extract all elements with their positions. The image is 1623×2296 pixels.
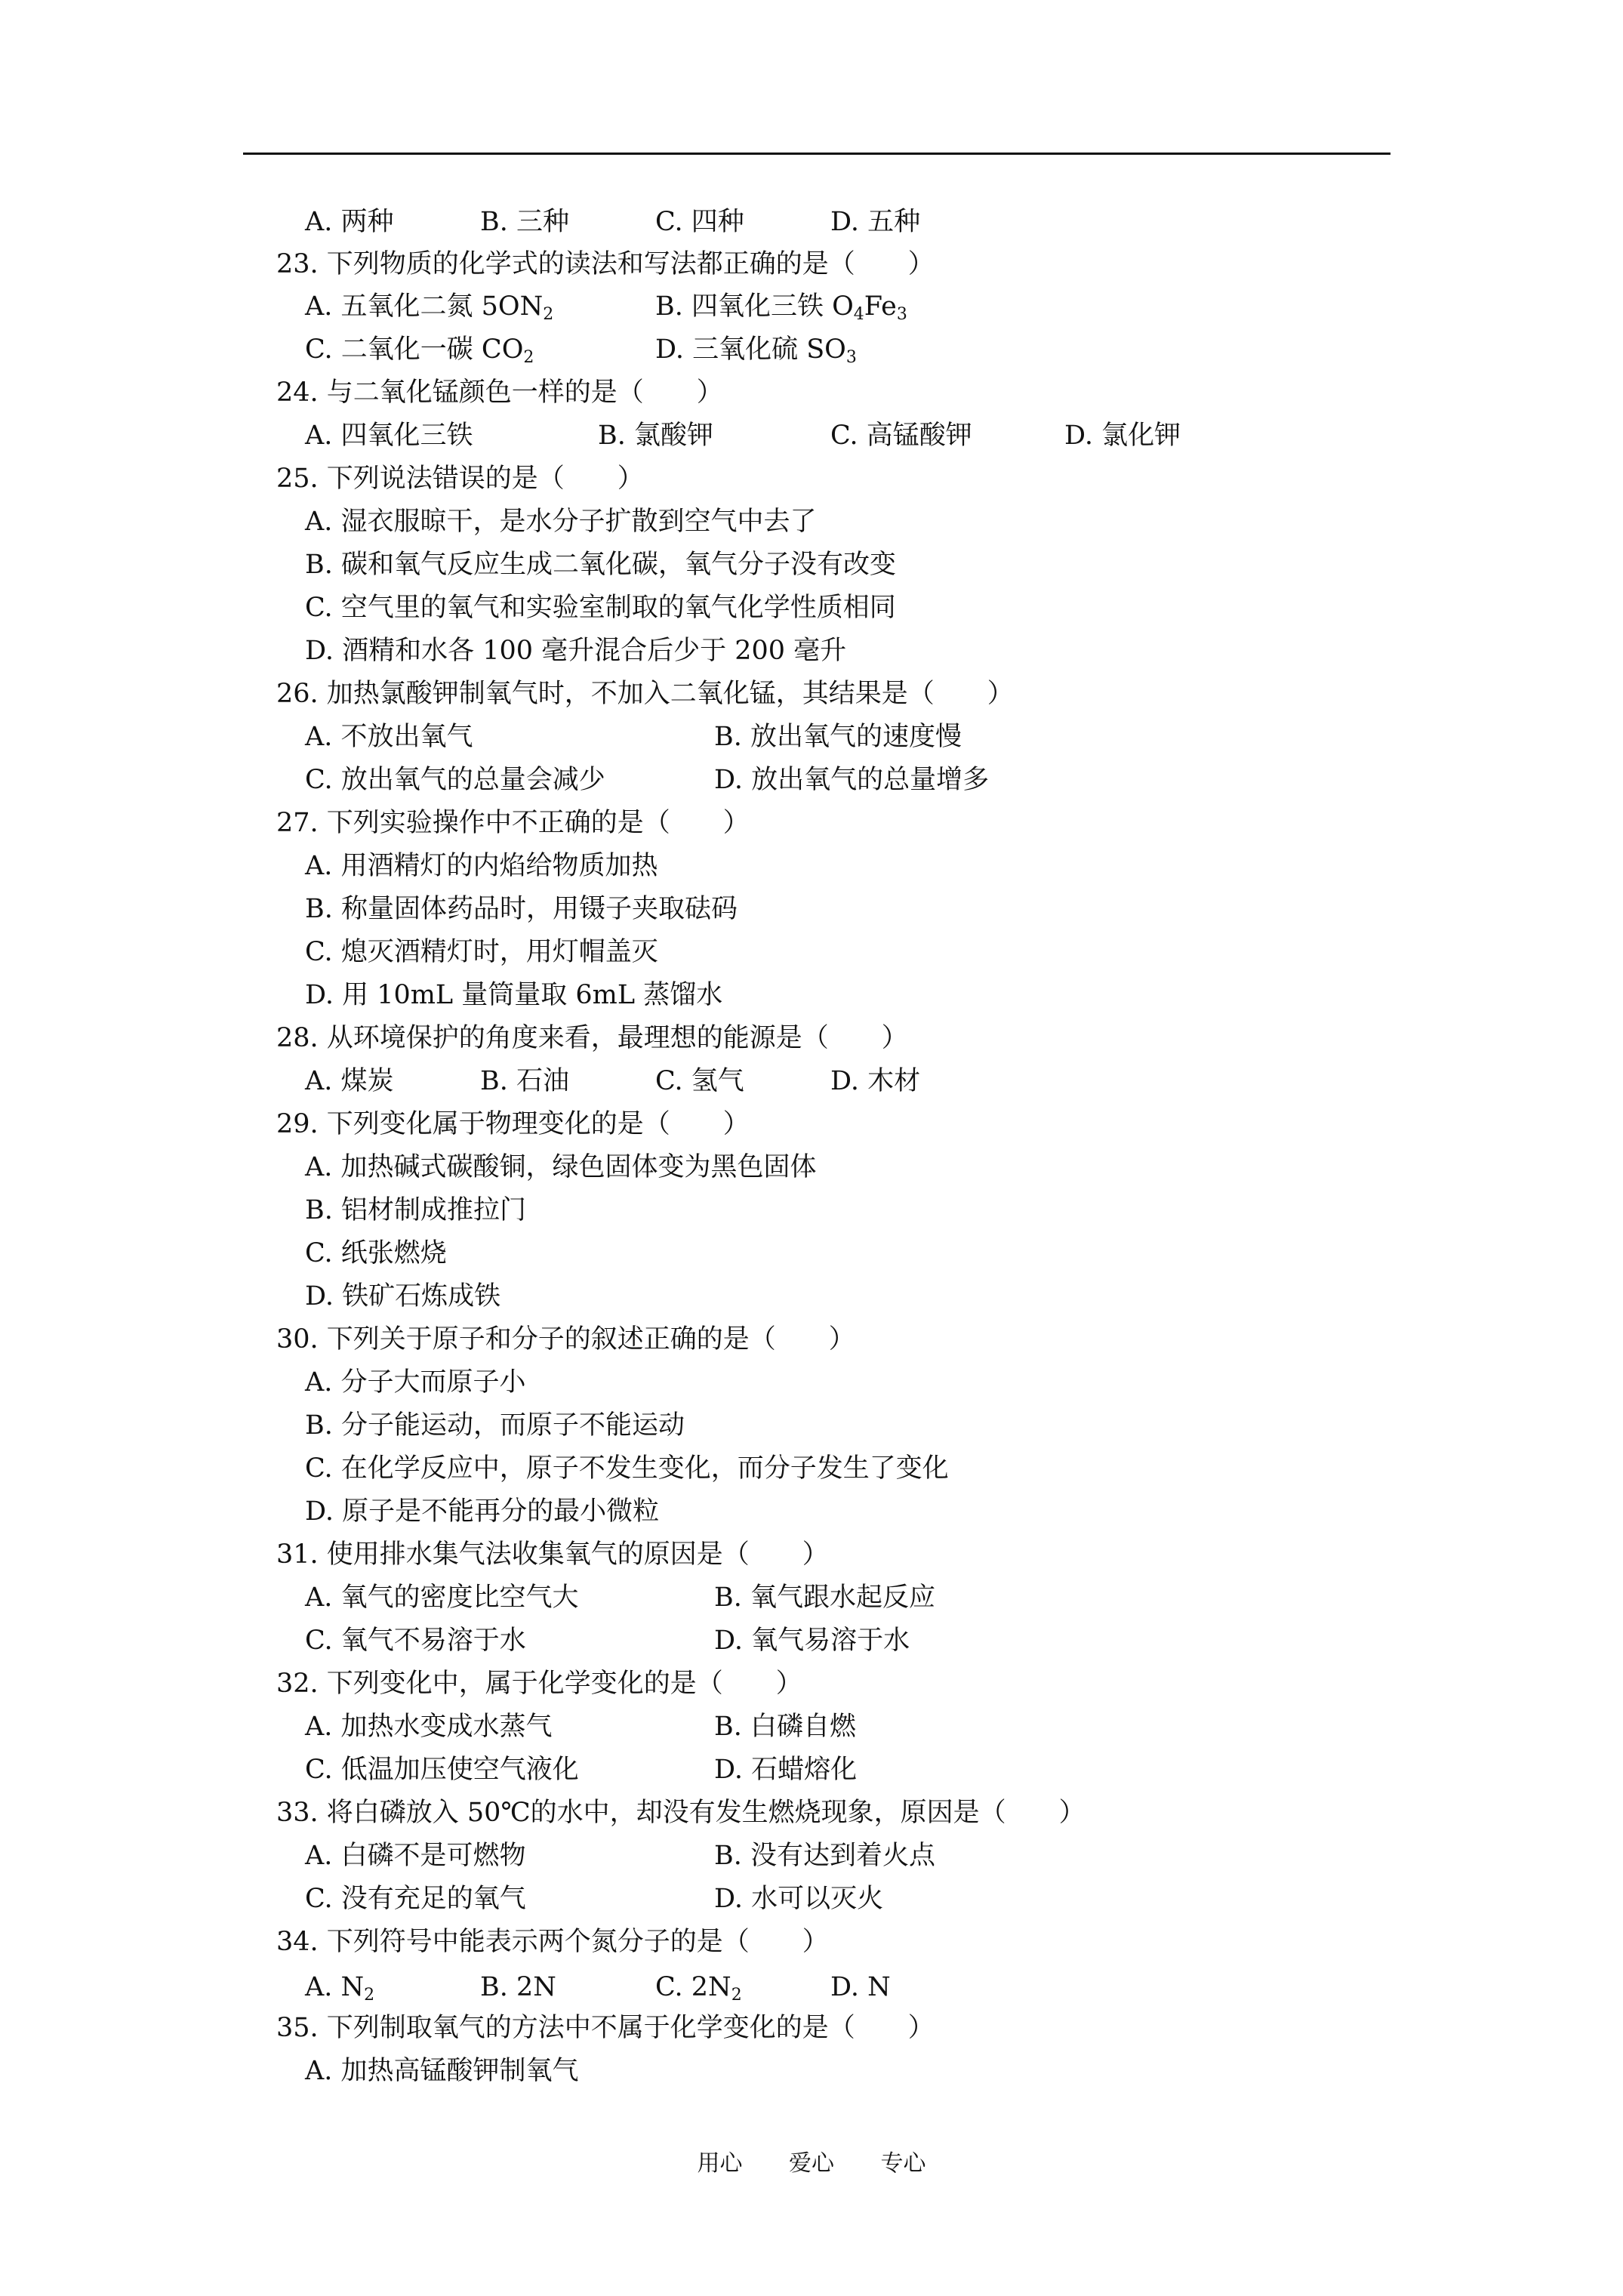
footer-word: 专心: [880, 2150, 926, 2177]
option: C. $2N_2$: [655, 1972, 742, 2005]
option: A. 四氧化三铁: [305, 421, 473, 451]
option: A. $N_2$: [305, 1972, 375, 2005]
question-stem: 23. 下列物质的化学式的读法和写法都正确的是（ ）: [276, 249, 935, 279]
option: A. 用酒精灯的内焰给物质加热: [305, 851, 658, 881]
question-stem: 25. 下列说法错误的是（ ）: [276, 464, 644, 494]
option: A. 湿衣服晾干，是水分子扩散到空气中去了: [305, 507, 817, 537]
option: B. 2N: [480, 1972, 556, 2002]
option: A. 两种: [305, 207, 394, 237]
option: C. 高锰酸钾: [830, 421, 972, 451]
option: C. 在化学反应中，原子不发生变化，而分子发生了变化: [305, 1453, 949, 1484]
option: A. 煤炭: [305, 1066, 394, 1096]
option: D. 氯化钾: [1064, 421, 1181, 451]
question-stem: 33. 将白磷放入 50℃的水中，却没有发生燃烧现象，原因是（ ）: [276, 1798, 1086, 1828]
option: B. 石油: [480, 1066, 569, 1096]
option: D. 铁矿石炼成铁: [305, 1281, 501, 1311]
option: C. 四种: [655, 207, 744, 237]
option: A. 白磷不是可燃物: [305, 1841, 526, 1871]
option: C. 低温加压使空气液化: [305, 1755, 579, 1785]
question-stem: 31. 使用排水集气法收集氧气的原因是（ ）: [276, 1539, 829, 1570]
question-stem: 34. 下列符号中能表示两个氮分子的是（ ）: [276, 1927, 829, 1957]
option: C. 没有充足的氧气: [305, 1884, 526, 1914]
option: D. 五种: [830, 207, 921, 237]
option: D. 木材: [830, 1066, 921, 1096]
option: B. 没有达到着火点: [714, 1841, 935, 1871]
option: B. 白磷自燃: [714, 1712, 856, 1742]
page-footer: [0, 2144, 1623, 2177]
header-rule: [243, 153, 1390, 155]
option: B. 四氧化三铁 $O_4Fe_3$: [655, 291, 907, 324]
option: D. 石蜡熔化: [714, 1755, 858, 1785]
option: D. 水可以灭火: [714, 1884, 884, 1914]
option: C. 氧气不易溶于水: [305, 1626, 526, 1656]
option: C. 放出氧气的总量会减少: [305, 765, 605, 795]
option: B. 氯酸钾: [598, 421, 713, 451]
option: D. 原子是不能再分的最小微粒: [305, 1496, 660, 1527]
option: B. 放出氧气的速度慢: [714, 722, 962, 752]
option: A. 五氧化二氮 $5ON_2$: [305, 291, 554, 324]
question-stem: 35. 下列制取氧气的方法中不属于化学变化的是（ ）: [276, 2013, 935, 2043]
option: B. 分子能运动，而原子不能运动: [305, 1410, 685, 1441]
question-stem: 26. 加热氯酸钾制氧气时，不加入二氧化锰，其结果是（ ）: [276, 679, 1014, 709]
question-stem: 24. 与二氧化锰颜色一样的是（ ）: [276, 378, 723, 408]
option: D. 用 10mL 量筒量取 6mL 蒸馏水: [305, 980, 723, 1010]
option: C. 空气里的氧气和实验室制取的氧气化学性质相同: [305, 593, 896, 623]
option: D. N: [830, 1972, 891, 2002]
option: D. 氧气易溶于水: [714, 1626, 910, 1656]
option: C. 氢气: [655, 1066, 744, 1096]
option: B. 氧气跟水起反应: [714, 1583, 935, 1613]
footer-word: 用心: [697, 2150, 743, 2177]
option: A. 加热碱式碳酸铜，绿色固体变为黑色固体: [305, 1152, 817, 1182]
option: C. 熄灭酒精灯时，用灯帽盖灭: [305, 937, 658, 967]
option: D. 三氧化硫 $SO_3$: [655, 334, 857, 367]
question-stem: 28. 从环境保护的角度来看，最理想的能源是（ ）: [276, 1023, 908, 1053]
question-stem: 32. 下列变化中，属于化学变化的是（ ）: [276, 1669, 802, 1699]
option: C. 纸张燃烧: [305, 1238, 447, 1268]
option: A. 不放出氧气: [305, 722, 473, 752]
option: A. 分子大而原子小: [305, 1367, 526, 1398]
option: B. 称量固体药品时，用镊子夹取砝码: [305, 894, 738, 924]
footer-word: 爱心: [789, 2150, 834, 2177]
option: B. 铝材制成推拉门: [305, 1195, 526, 1225]
option: D. 酒精和水各 100 毫升混合后少于 200 毫升: [305, 636, 847, 666]
option: D. 放出氧气的总量增多: [714, 765, 990, 795]
option: C. 二氧化一碳 $CO_2$: [305, 334, 534, 367]
option: A. 加热高锰酸钾制氧气: [305, 2056, 579, 2086]
option: B. 三种: [480, 207, 569, 237]
question-stem: 30. 下列关于原子和分子的叙述正确的是（ ）: [276, 1324, 855, 1354]
option: B. 碳和氧气反应生成二氧化碳，氧气分子没有改变: [305, 550, 896, 580]
option: A. 加热水变成水蒸气: [305, 1712, 553, 1742]
question-stem: 29. 下列变化属于物理变化的是（ ）: [276, 1109, 750, 1139]
option: A. 氧气的密度比空气大: [305, 1583, 579, 1613]
question-stem: 27. 下列实验操作中不正确的是（ ）: [276, 808, 750, 838]
